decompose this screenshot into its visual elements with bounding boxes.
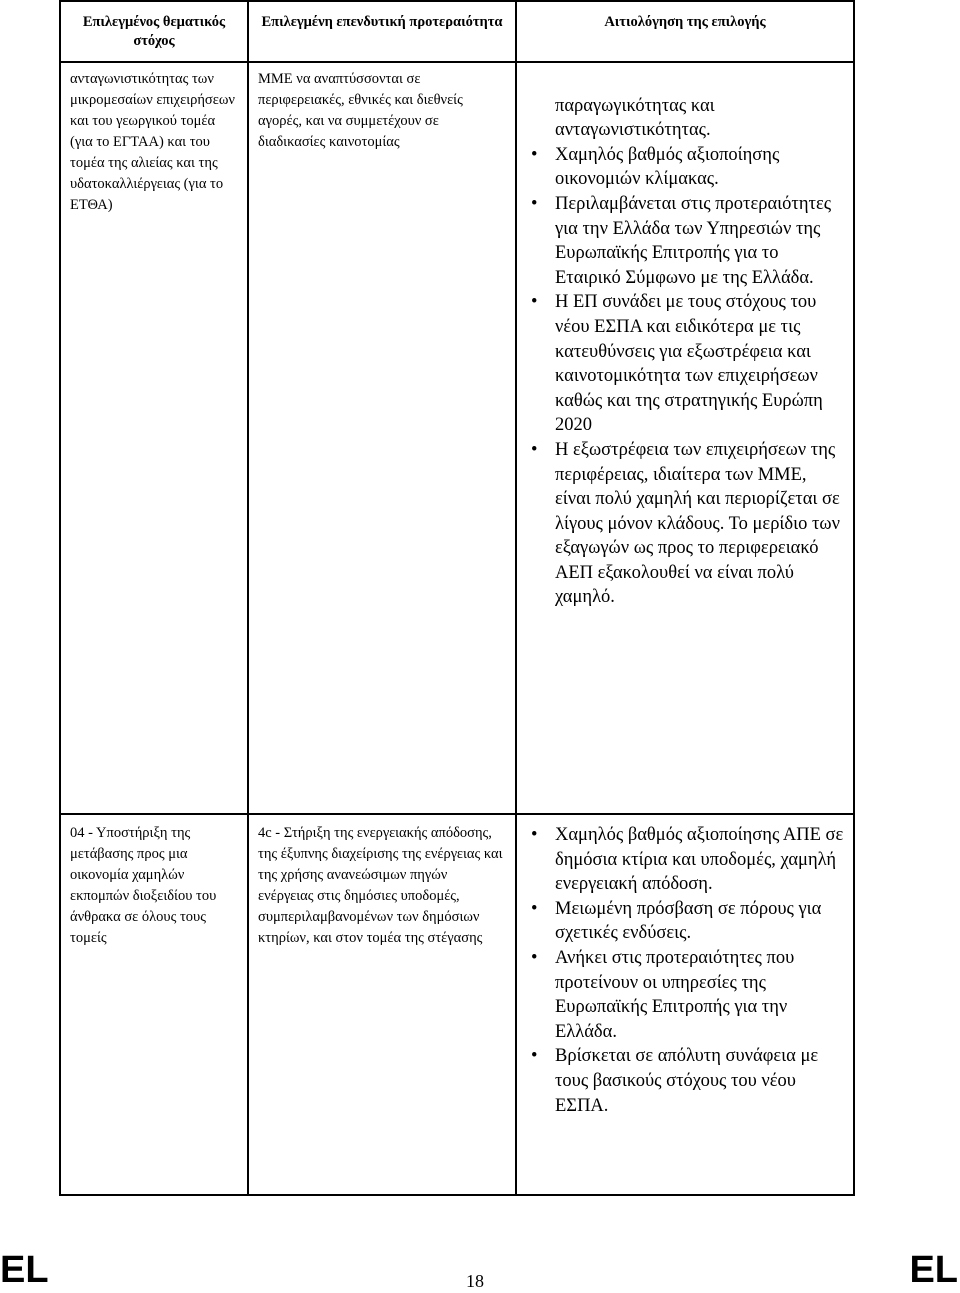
priority-table xyxy=(59,0,855,1196)
row2-priority: 4c - Στήριξη της ενεργειακής απόδοσης, της έξυπνης διαχείρισης της ενέργειας και της χρήσης ανανεώσιμων πηγών ενέργειας στις δημόσιες υποδομές, συμπεριλαμβανομένων των δημόσιων κτηρίων, και στον τομέα της στέγασης xyxy=(248,814,516,1195)
list-item: • Η εξωστρέφεια των επιχειρήσεων της περιφέρειας, ιδιαίτερα των ΜΜΕ, είναι πολύ χαμηλή και περιορίζεται σε λίγους μόνον κλάδους. Το μερίδιο των εξαγωγών ως προς το περιφερειακό ΑΕΠ εξακολουθεί να είναι πολύ χαμηλό. xyxy=(527,438,845,610)
row1-justification xyxy=(516,62,854,814)
list-item: • Περιλαμβάνεται στις προτεραιότητες για την Ελλάδα των Υπηρεσιών της Ευρωπαϊκής Επιτροπής για το Εταιρικό Σύμφωνο με της Ελλάδα. xyxy=(527,192,845,290)
row2-bullet-list xyxy=(527,823,845,1118)
row1-continued-text: παραγωγικότητας και ανταγωνιστικότητας. xyxy=(555,95,715,141)
row1-priority: ΜΜΕ να αναπτύσσονται σε περιφερειακές, εθνικές και διεθνείς αγορές, και να συμμετέχουν σε διαδικασίες καινοτομίας xyxy=(248,62,516,814)
list-item: • Χαμηλός βαθμός αξιοποίησης οικονομιών κλίμακας. xyxy=(527,143,845,192)
header-thematic-objective: Επιλεγμένος θεματικός στόχος xyxy=(60,1,248,62)
list-item: • Χαμηλός βαθμός αξιοποίησης ΑΠΕ σε δημόσια κτίρια και υποδομές, χαμηλή ενεργειακή απόδοση. xyxy=(527,823,845,897)
row1-bullet-list xyxy=(527,143,845,610)
table-header-row xyxy=(60,1,854,62)
row2-justification xyxy=(516,814,854,1195)
header-justification: Αιτιολόγηση της επιλογής xyxy=(516,1,854,62)
header-investment-priority: Επιλεγμένη επενδυτική προτεραιότητα xyxy=(248,1,516,62)
footer-language-code-right: EL xyxy=(909,1249,958,1291)
list-item: • Μειωμένη πρόσβαση σε πόρους για σχετικές ενδύσεις. xyxy=(527,897,845,946)
list-item: • Βρίσκεται σε απόλυτη συνάφεια με τους βασικούς στόχους του νέου ΕΣΠΑ. xyxy=(527,1044,845,1118)
list-item: • Ανήκει στις προτεραιότητες που προτείνουν οι υπηρεσίες της Ευρωπαϊκής Επιτροπής για την Ελλάδα. xyxy=(527,946,845,1044)
row2-objective: 04 - Υποστήριξη της μετάβασης προς μια οικονομία χαμηλών εκπομπών διοξειδίου του άνθρακα σε όλους τους τομείς xyxy=(60,814,248,1195)
page-number: 18 xyxy=(466,1271,484,1291)
table-row xyxy=(60,62,854,814)
list-item: • Η ΕΠ συνάδει με τους στόχους του νέου ΕΣΠΑ και ειδικότερα με τις κατευθύνσεις για εξωστρέφεια και καινοτομικότητα των επιχειρήσεων καθώς και της στρατηγικής Ευρώπη 2020 xyxy=(527,290,845,438)
row1-objective: ανταγωνιστικότητας των μικρομεσαίων επιχειρήσεων και του γεωργικού τομέα (για το ΕΓΤΑΑ) και του τομέα της αλιείας και της υδατοκαλλιέργειας (για το ΕΤΘΑ) xyxy=(60,62,248,814)
table-row xyxy=(60,814,854,1195)
footer-language-code-left: EL xyxy=(0,1249,49,1291)
